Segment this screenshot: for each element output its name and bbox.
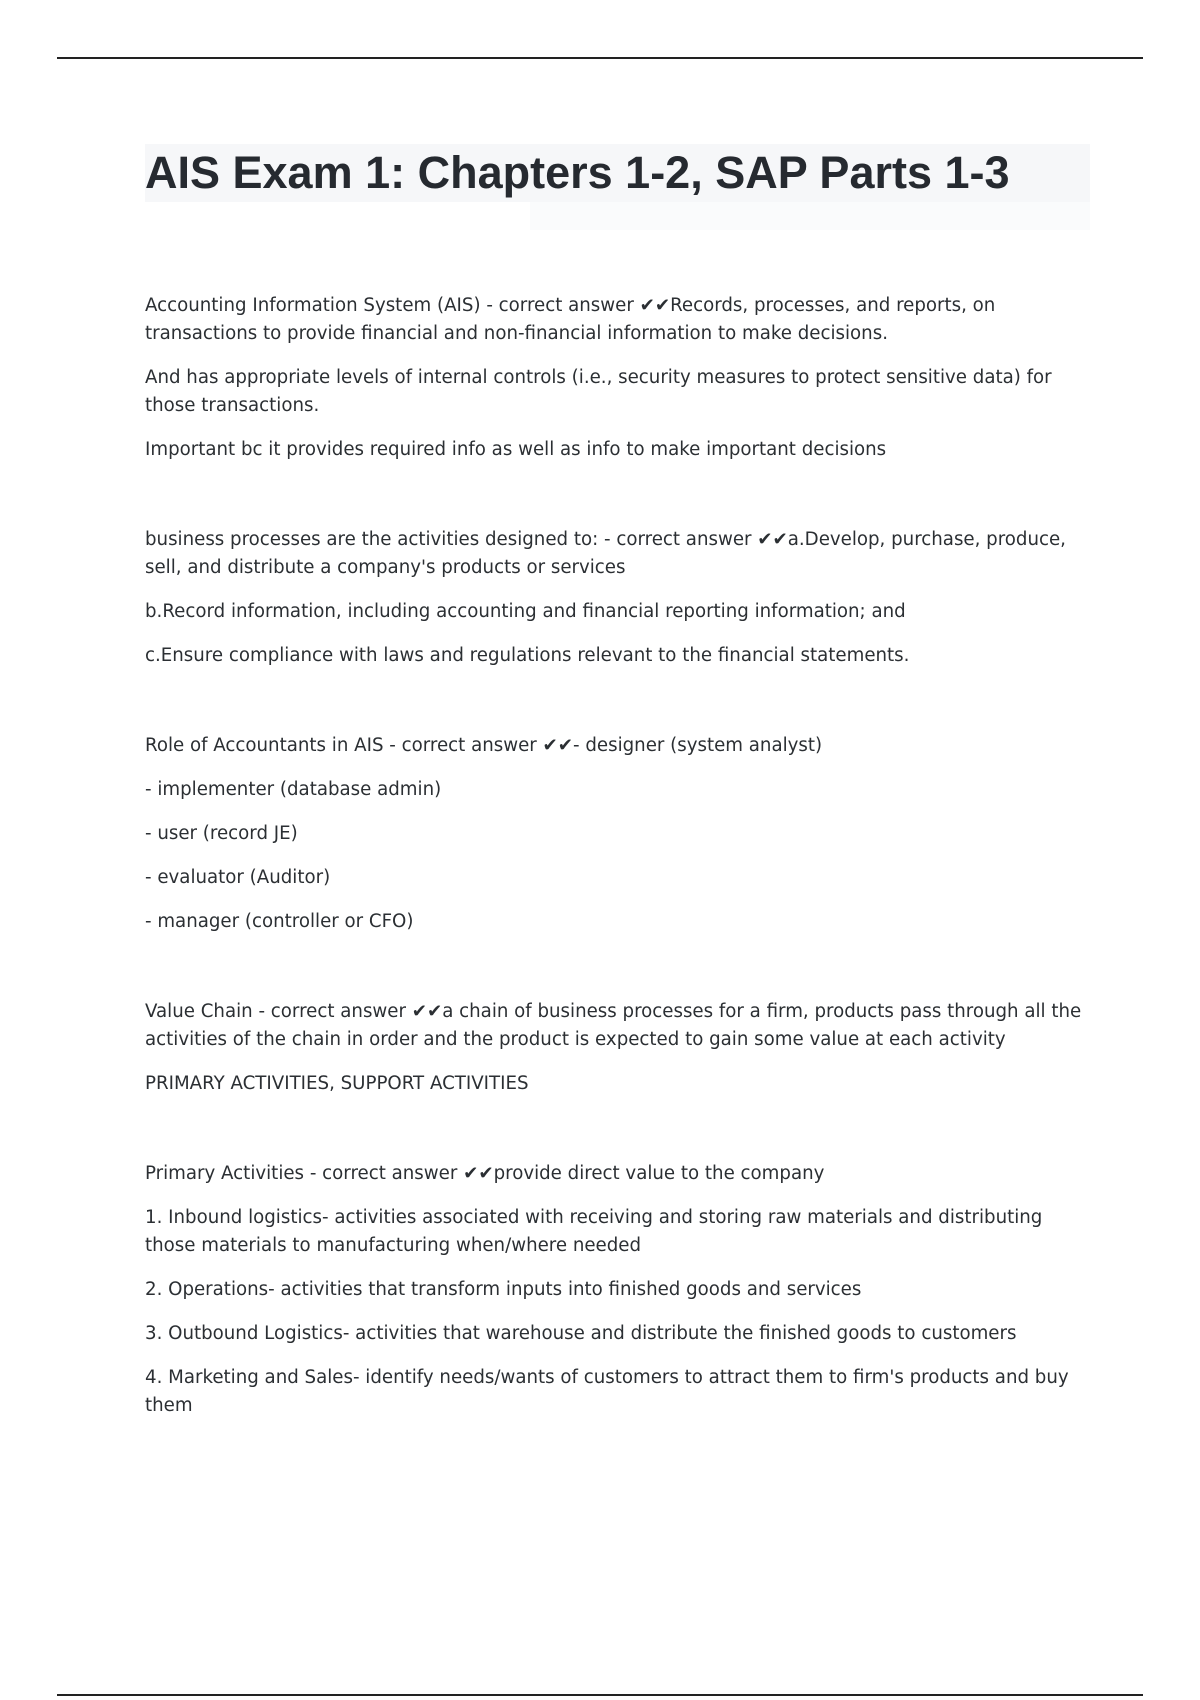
entry-business-processes — [145, 526, 1095, 670]
entry-paragraph: Accounting Information System (AIS) - correct answer ✔✔Records, processes, and reports, on transactions to provide financial and non-financial information to make decisions. — [145, 295, 996, 344]
entry-paragraph: PRIMARY ACTIVITIES, SUPPORT ACTIVITIES — [145, 1073, 529, 1094]
page-title: AIS Exam 1: Chapters 1-2, SAP Parts 1-3 — [145, 147, 1010, 198]
entry-paragraph: b.Record information, including accounting and financial reporting information; and — [145, 601, 906, 622]
entry-paragraph: - evaluator (Auditor) — [145, 867, 331, 888]
entry-paragraph: 2. Operations- activities that transform inputs into finished goods and services — [145, 1279, 862, 1300]
bottom-rule — [57, 1694, 1143, 1696]
title-highlight-tail — [530, 202, 1090, 230]
document-body — [145, 292, 1095, 1482]
entry-paragraph: And has appropriate levels of internal controls (i.e., security measures to protect sensitive data) for those transactions. — [145, 367, 1052, 416]
entry-ais-definition — [145, 292, 1095, 464]
top-rule — [57, 57, 1143, 59]
entry-paragraph: 3. Outbound Logistics- activities that warehouse and distribute the finished goods to customers — [145, 1323, 1017, 1344]
entry-paragraph: 1. Inbound logistics- activities associated with receiving and storing raw materials and distributing those materials to manufacturing when/where needed — [145, 1207, 1043, 1256]
entry-primary-activities — [145, 1160, 1095, 1420]
entry-value-chain — [145, 998, 1095, 1098]
entry-paragraph: - implementer (database admin) — [145, 779, 442, 800]
entry-paragraph: Important bc it provides required info as well as info to make important decisions — [145, 439, 887, 460]
entry-paragraph: Role of Accountants in AIS - correct answer ✔✔- designer (system analyst) — [145, 735, 823, 756]
entry-paragraph: Primary Activities - correct answer ✔✔provide direct value to the company — [145, 1163, 825, 1184]
title-block — [145, 144, 1090, 234]
entry-paragraph: c.Ensure compliance with laws and regulations relevant to the financial statements. — [145, 645, 910, 666]
entry-paragraph: Value Chain - correct answer ✔✔a chain of business processes for a firm, products pass through all the activities of the chain in order and the product is expected to gain some value at each activity — [145, 1001, 1082, 1050]
entry-paragraph: - manager (controller or CFO) — [145, 911, 414, 932]
entry-paragraph: 4. Marketing and Sales- identify needs/wants of customers to attract them to firm's products and buy them — [145, 1367, 1069, 1416]
entry-paragraph: - user (record JE) — [145, 823, 298, 844]
entry-role-of-accountants — [145, 732, 1095, 936]
entry-paragraph: business processes are the activities designed to: - correct answer ✔✔a.Develop, purchase, produce, sell, and distribute a company's products or services — [145, 529, 1066, 578]
